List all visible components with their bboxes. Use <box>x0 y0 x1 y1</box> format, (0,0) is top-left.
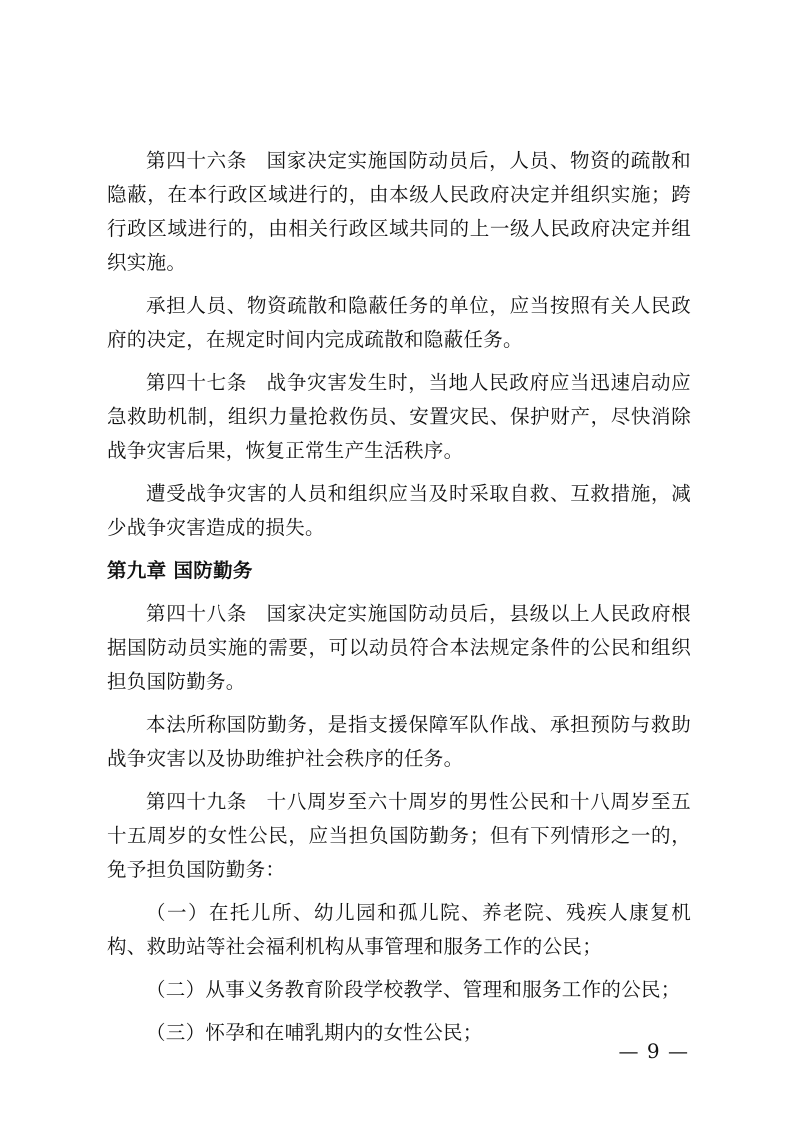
list-item-3: （三）怀孕和在哺乳期内的女性公民； <box>146 1021 483 1044</box>
article-number: 第四十九条 <box>146 790 248 813</box>
paragraph: 遭受战争灾害的人员和组织应当及时采取自救、互救措施，减少战争灾害造成的损失。 <box>107 482 691 539</box>
article-46-paragraph <box>107 144 691 280</box>
paragraph: 承担人员、物资疏散和隐蔽任务的单位，应当按照有关人民政府的决定，在规定时间内完成疏散和隐蔽任务。 <box>107 294 691 351</box>
article-number: 第四十六条 <box>146 149 248 172</box>
article-text: 战争灾害发生时，当地人民政府应当迅速启动应急救助机制，组织力量抢救伤员、安置灾民、保护财产，尽快消除战争灾害后果，恢复正常生产生活秩序。 <box>107 371 691 462</box>
article-47-paragraph <box>107 366 691 468</box>
article-text: 国家决定实施国防动员后，县级以上人民政府根据国防动员实施的需要，可以动员符合本法规定条件的公民和组织担负国防勤务。 <box>107 602 691 693</box>
chapter-heading: 第九章 国防勤务 <box>107 559 253 582</box>
article-number: 第四十七条 <box>146 371 248 394</box>
document-body <box>107 144 691 1059</box>
article-text: 十八周岁至六十周岁的男性公民和十八周岁至五十五周岁的女性公民，应当担负国防勤务；但有下列情形之一的，免予担负国防勤务： <box>107 790 691 881</box>
article-number: 第四十八条 <box>146 602 248 625</box>
list-item-2: （二）从事义务教育阶段学校教学、管理和服务工作的公民； <box>146 978 681 1001</box>
paragraph: 本法所称国防勤务，是指支援保障军队作战、承担预防与救助战争灾害以及协助维护社会秩序的任务。 <box>107 713 691 770</box>
article-49-paragraph <box>107 785 691 887</box>
list-item-1: （一）在托儿所、幼儿园和孤儿院、养老院、残疾人康复机构、救助站等社会福利机构从事管理和服务工作的公民； <box>107 901 691 958</box>
article-text: 国家决定实施国防动员后，人员、物资的疏散和隐蔽，在本行政区域进行的，由本级人民政府决定并组织实施；跨行政区域进行的，由相关行政区域共同的上一级人民政府决定并组织实施。 <box>107 149 691 274</box>
page-number: — 9 — <box>618 1039 689 1063</box>
article-48-paragraph <box>107 597 691 699</box>
